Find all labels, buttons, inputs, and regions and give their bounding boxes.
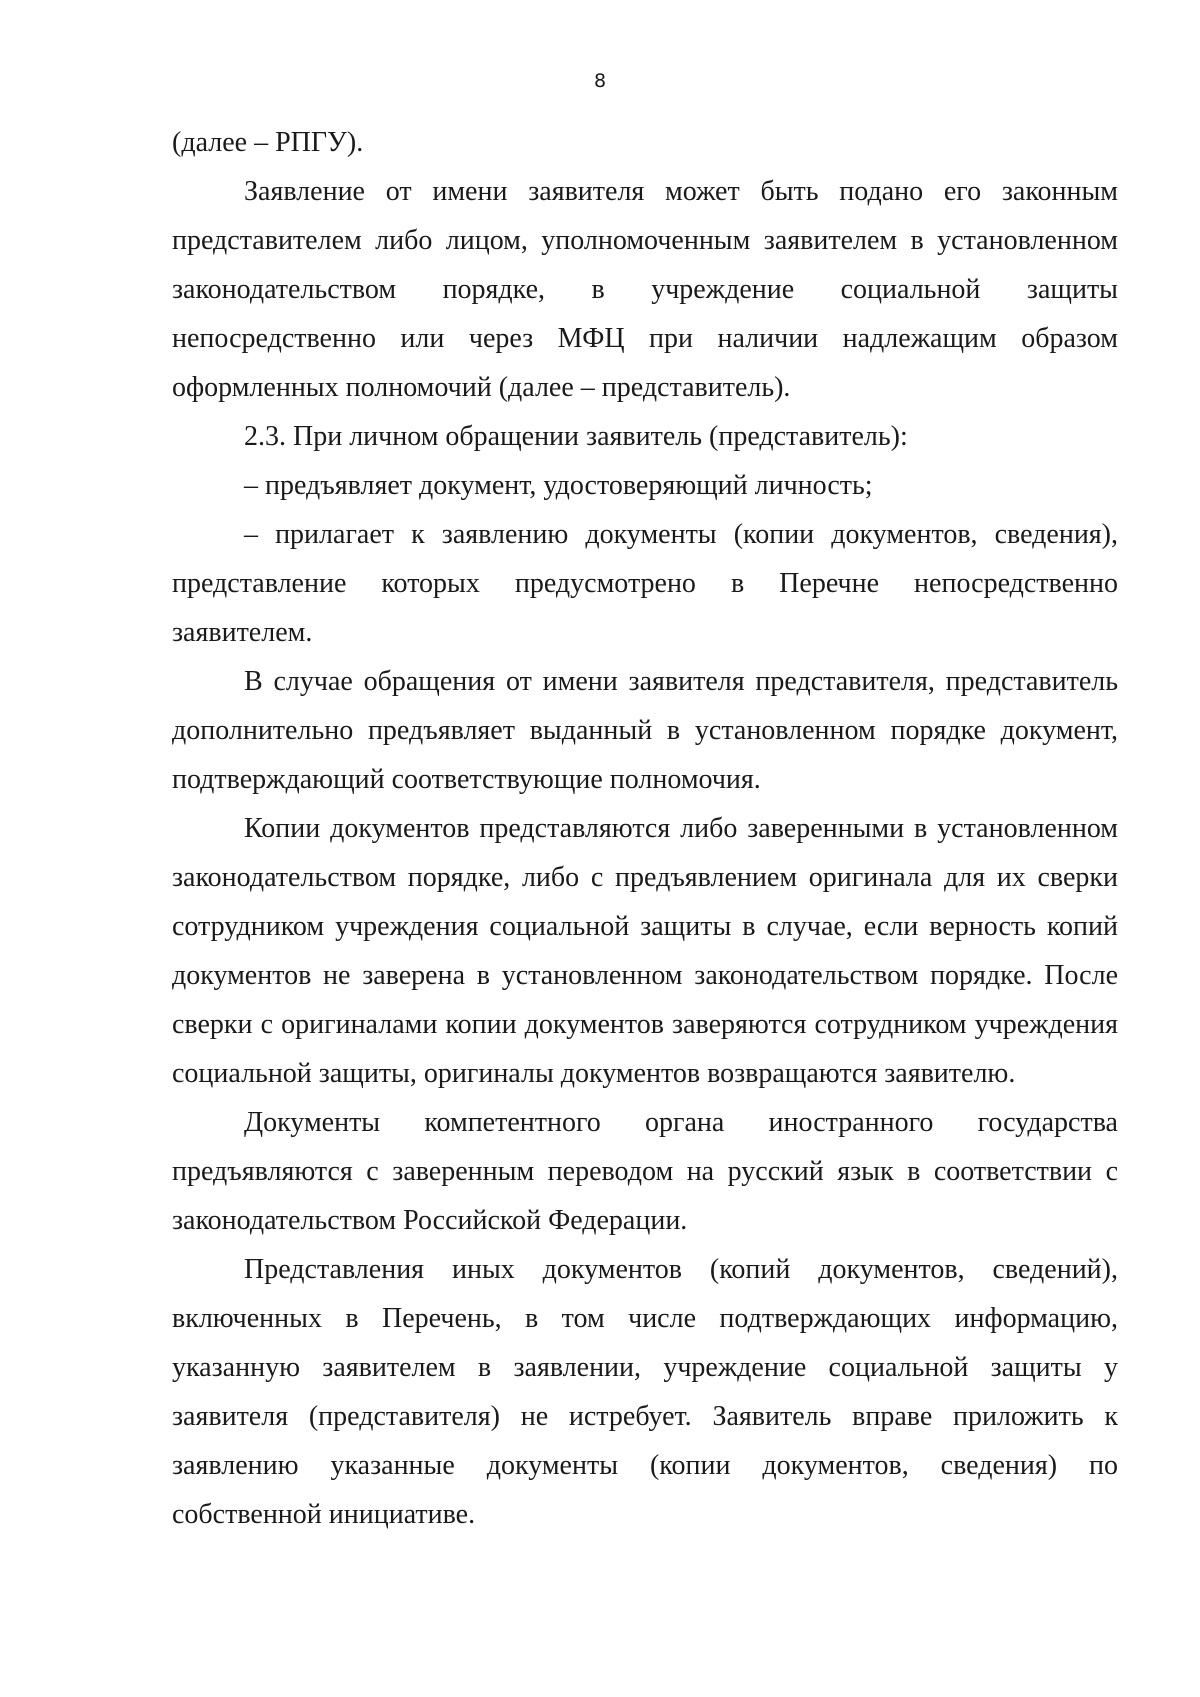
paragraph-representative-authority: В случае обращения от имени заявителя представителя, представитель дополнительно предъявляет выданный в установленном порядке документ, подтверждающий соответствующие полномочия.: [172, 666, 1118, 795]
document-body: [172, 118, 1118, 1539]
list-item-attached-documents: – прилагает к заявлению документы (копии документов, сведения), представление которых предусмотрено в Перечне непосредственно заявителем.: [172, 519, 1118, 648]
list-item-identity-document: – предъявляет документ, удостоверяющий личность;: [244, 470, 873, 501]
paragraph-representative: Заявление от имени заявителя может быть подано его законным представителем либо лицом, уполномоченным заявителем в установленном законодательством порядке, в учреждение социальной защиты непосредственно или через МФЦ при наличии надлежащим образом оформленных полномочий (далее – представитель).: [172, 176, 1118, 403]
paragraph-document-copies: Копии документов представляются либо заверенными в установленном законодательством порядке, либо с предъявлением оригинала для их сверки сотрудником учреждения социальной защиты в случае, если верность копий документов не заверена в установленном законодательством порядке. После сверки с оригиналами копии документов заверяются сотрудником учреждения социальной защиты, оригиналы документов возвращаются заявителю.: [172, 813, 1118, 1089]
page-number: 8: [593, 70, 607, 92]
paragraph-section-2-3: 2.3. При личном обращении заявитель (представитель):: [244, 421, 908, 452]
paragraph-foreign-documents: Документы компетентного органа иностранного государства предъявляются с заверенным переводом на русский язык в соответствии с законодательством Российской Федерации.: [172, 1107, 1118, 1236]
paragraph-other-documents: Представления иных документов (копий документов, сведений), включенных в Перечень, в том числе подтверждающих информацию, указанную заявителем в заявлении, учреждение социальной защиты у заявителя (представителя) не истребует. Заявитель вправе приложить к заявлению указанные документы (копии документов, сведения) по собственной инициативе.: [172, 1254, 1118, 1530]
paragraph-continuation: (далее – РПГУ).: [172, 127, 364, 158]
